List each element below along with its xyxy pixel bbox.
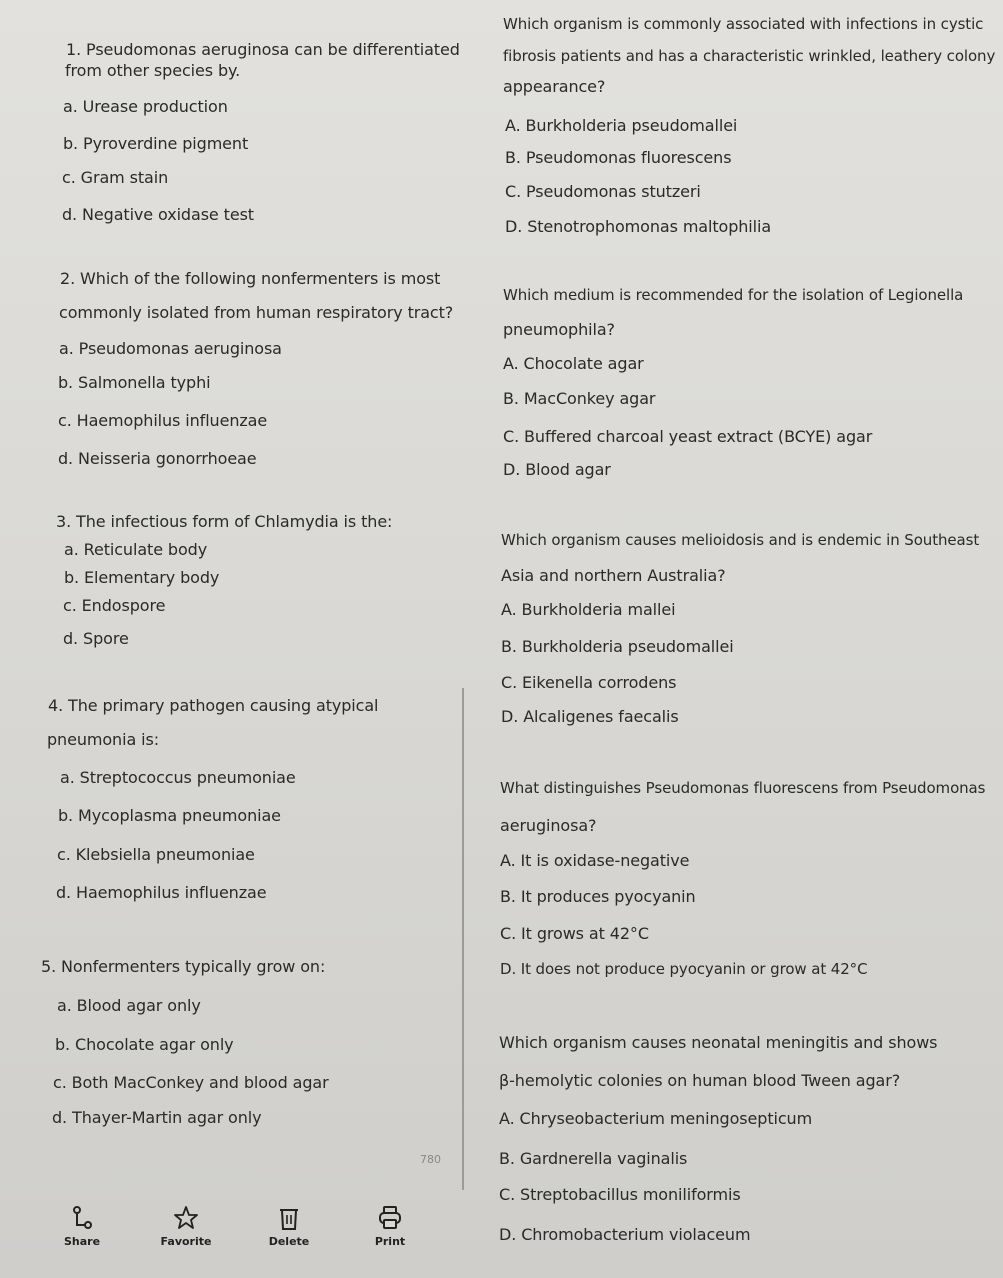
q5-option-a: a. Blood agar only	[57, 996, 201, 1015]
r2-option-a: A. Chocolate agar	[503, 354, 644, 373]
q2-stem-line1: 2. Which of the following nonfermenters is most	[60, 269, 441, 288]
r2-option-c: C. Buffered charcoal yeast extract (BCYE) agar	[503, 427, 873, 446]
q1-option-a: a. Urease production	[63, 97, 228, 116]
q3-option-d: d. Spore	[63, 629, 129, 648]
q2-option-a: a. Pseudomonas aeruginosa	[59, 339, 282, 358]
share-label: Share	[63, 1235, 101, 1248]
r4-option-d: D. It does not produce pyocyanin or grow at 42°C	[500, 960, 868, 978]
r5-stem-line1: Which organism causes neonatal meningitis and shows	[499, 1033, 938, 1052]
q4-stem-line1: 4. The primary pathogen causing atypical	[48, 696, 379, 715]
r4-stem-line1: What distinguishes Pseudomonas fluorescens from Pseudomonas	[500, 779, 986, 797]
share-button[interactable]	[42, 1205, 122, 1248]
q1-option-b: b. Pyroverdine pigment	[63, 134, 249, 153]
r3-option-c: C. Eikenella corrodens	[501, 673, 677, 692]
r2-stem-line1: Which medium is recommended for the isolation of Legionella	[503, 286, 964, 304]
q5-option-d: d. Thayer-Martin agar only	[52, 1108, 262, 1127]
r1-option-b: B. Pseudomonas fluorescens	[505, 148, 732, 167]
r4-stem-line2: aeruginosa?	[500, 816, 597, 835]
r1-stem-line2: fibrosis patients and has a characteristic wrinkled, leathery colony	[503, 47, 996, 65]
star-icon	[173, 1205, 199, 1231]
r2-stem-line2: pneumophila?	[503, 320, 615, 339]
favorite-label: Favorite	[160, 1235, 212, 1248]
r3-stem-line2: Asia and northern Australia?	[501, 566, 726, 585]
q4-option-d: d. Haemophilus influenzae	[56, 883, 267, 902]
share-icon	[69, 1205, 95, 1231]
r5-stem-line2: β-hemolytic colonies on human blood Tween agar?	[499, 1071, 901, 1090]
page-number: 780	[420, 1153, 441, 1166]
q5-option-c: c. Both MacConkey and blood agar	[53, 1073, 329, 1092]
q3-option-b: b. Elementary body	[64, 568, 220, 587]
delete-label: Delete	[268, 1235, 310, 1248]
q4-option-b: b. Mycoplasma pneumoniae	[58, 806, 281, 825]
r1-stem-line3: appearance?	[503, 77, 606, 96]
favorite-button[interactable]	[146, 1205, 226, 1248]
q1-option-c: c. Gram stain	[62, 168, 169, 187]
r3-option-a: A. Burkholderia mallei	[501, 600, 676, 619]
q5-stem: 5. Nonfermenters typically grow on:	[41, 957, 326, 976]
print-button[interactable]	[350, 1205, 430, 1248]
q4-option-c: c. Klebsiella pneumoniae	[57, 845, 255, 864]
r2-option-b: B. MacConkey agar	[503, 389, 656, 408]
q3-option-a: a. Reticulate body	[64, 540, 208, 559]
r1-option-c: C. Pseudomonas stutzeri	[505, 182, 701, 201]
r5-option-a: A. Chryseobacterium meningosepticum	[499, 1109, 813, 1128]
r4-option-a: A. It is oxidase-negative	[500, 851, 690, 870]
r4-option-c: C. It grows at 42°C	[500, 924, 649, 943]
q2-option-d: d. Neisseria gonorrhoeae	[58, 449, 257, 468]
delete-button[interactable]	[249, 1205, 329, 1248]
r4-option-b: B. It produces pyocyanin	[500, 887, 696, 906]
q3-option-c: c. Endospore	[63, 596, 166, 615]
r1-option-a: A. Burkholderia pseudomallei	[505, 116, 738, 135]
r1-stem-line1: Which organism is commonly associated with infections in cystic	[503, 15, 984, 33]
photo-toolbar	[0, 1205, 460, 1275]
r5-option-b: B. Gardnerella vaginalis	[499, 1149, 688, 1168]
q4-stem-line2: pneumonia is:	[47, 730, 160, 749]
q2-stem-line2: commonly isolated from human respiratory tract?	[59, 303, 454, 322]
column-divider	[462, 688, 464, 1190]
q5-option-b: b. Chocolate agar only	[55, 1035, 234, 1054]
r3-stem-line1: Which organism causes melioidosis and is endemic in Southeast	[501, 531, 980, 549]
r5-option-d: D. Chromobacterium violaceum	[499, 1225, 751, 1244]
r3-option-d: D. Alcaligenes faecalis	[501, 707, 679, 726]
printer-icon	[377, 1205, 403, 1231]
q2-option-c: c. Haemophilus influenzae	[58, 411, 268, 430]
q1-option-d: d. Negative oxidase test	[62, 205, 254, 224]
trash-icon	[276, 1205, 302, 1231]
r2-option-d: D. Blood agar	[503, 460, 611, 479]
r1-option-d: D. Stenotrophomonas maltophilia	[505, 217, 772, 236]
r5-option-c: C. Streptobacillus moniliformis	[499, 1185, 741, 1204]
r3-option-b: B. Burkholderia pseudomallei	[501, 637, 734, 656]
q4-option-a: a. Streptococcus pneumoniae	[60, 768, 296, 787]
q1-stem-line1: 1. Pseudomonas aeruginosa can be differentiated	[66, 40, 460, 59]
q1-stem-line2: from other species by.	[65, 61, 241, 80]
print-label: Print	[374, 1235, 406, 1248]
q2-option-b: b. Salmonella typhi	[58, 373, 211, 392]
q3-stem: 3. The infectious form of Chlamydia is the:	[56, 512, 393, 531]
